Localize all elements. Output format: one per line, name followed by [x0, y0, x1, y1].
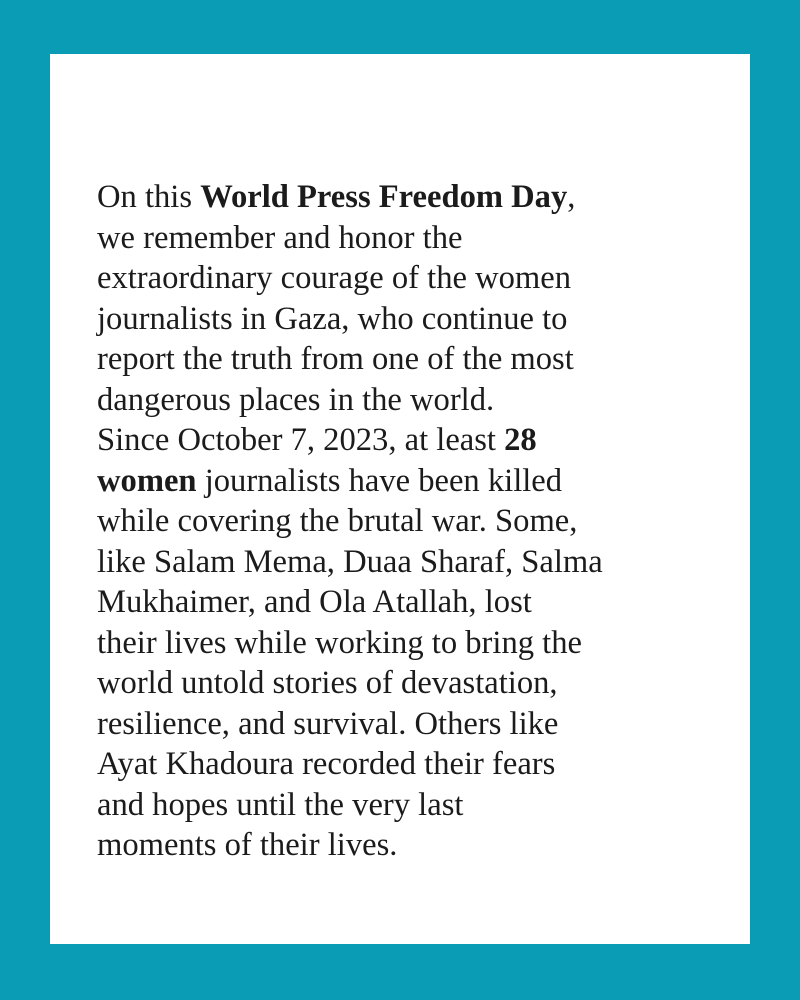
line-17: [97, 825, 710, 866]
text-segment: and hopes until the very last: [97, 786, 464, 823]
text-segment: while covering the brutal war. Some,: [97, 503, 578, 539]
highlight-world-press-freedom-day: World Press Freedom Day: [200, 179, 568, 215]
text-segment: report the truth from one of the most: [97, 341, 574, 377]
text-segment: Since October 7, 2023, at least: [97, 422, 505, 458]
line-6: [97, 380, 710, 421]
text-segment: Mukhaimer, and Ola Atallah, lost: [97, 584, 532, 620]
text-segment: On this: [97, 179, 201, 215]
text-segment: journalists have been killed: [196, 462, 563, 499]
text-segment: Ayat Khadoura recorded their fears: [97, 746, 556, 782]
line-5: [97, 339, 710, 380]
text-segment: resilience, and survival. Others like: [97, 705, 559, 742]
text-card: [50, 54, 750, 944]
line-10: [97, 542, 710, 583]
text-segment: dangerous places in the world.: [97, 381, 495, 418]
line-12: [97, 623, 710, 664]
text-segment: like Salam Mema, Duaa Sharaf, Salma: [97, 543, 603, 580]
highlight-women: women: [97, 462, 197, 499]
line-15: [97, 744, 710, 785]
highlight-number: 28: [504, 422, 537, 458]
line-13: [97, 663, 710, 704]
text-segment: their lives while working to bring the: [97, 624, 582, 661]
line-16: [97, 785, 710, 826]
line-1: [97, 177, 710, 218]
text-segment: ,: [567, 179, 576, 215]
line-8: [97, 461, 710, 502]
post-body-text: [97, 177, 710, 866]
text-segment: journalists in Gaza, who continue to: [97, 300, 568, 337]
line-11: [97, 582, 710, 623]
line-14: [97, 704, 710, 745]
line-2: [97, 218, 710, 259]
text-segment: extraordinary courage of the women: [97, 260, 571, 296]
line-9: [97, 501, 710, 542]
line-4: [97, 299, 710, 340]
text-segment: moments of their lives.: [97, 827, 398, 863]
line-7: [97, 420, 710, 461]
line-3: [97, 258, 710, 299]
text-segment: world untold stories of devastation,: [97, 665, 558, 701]
text-segment: we remember and honor the: [97, 219, 463, 256]
